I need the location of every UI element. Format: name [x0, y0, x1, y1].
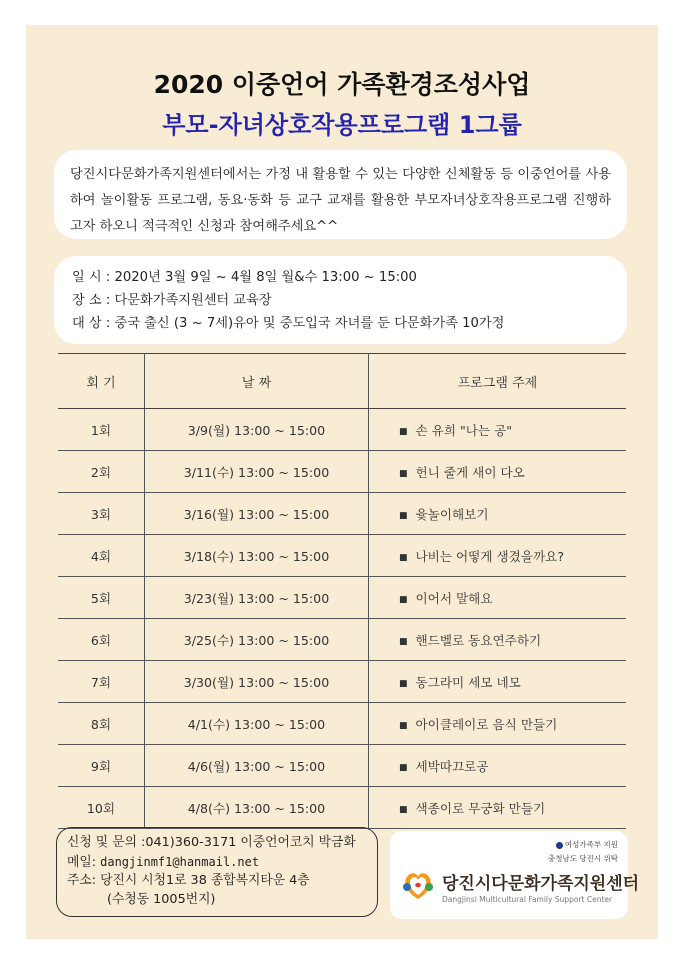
date-cell: 3/30(월) 13:00 ~ 15:00 [145, 661, 369, 703]
bullet-icon: ■ [399, 510, 408, 521]
poster [26, 25, 658, 939]
topic-text: 세박따끄로공 [415, 759, 489, 774]
session-cell: 6회 [58, 619, 145, 661]
session-cell: 2회 [58, 451, 145, 493]
session-cell: 7회 [58, 661, 145, 703]
support-ministry-text: 여성가족부 지원 [564, 840, 618, 849]
poster-subtitle: 부모-자녀상호작용프로그램 1그룹 [162, 111, 522, 139]
center-logo-icon [398, 865, 438, 905]
session-cell: 1회 [58, 409, 145, 451]
topic-cell [369, 745, 627, 787]
bullet-icon: ■ [399, 804, 408, 815]
date-cell: 3/16(월) 13:00 ~ 15:00 [145, 493, 369, 535]
session-cell: 3회 [58, 493, 145, 535]
topic-text: 윷놀이해보기 [415, 507, 489, 522]
topic-cell [369, 787, 627, 829]
contact-address: 주소: 당진시 시청1로 38 종합복지타운 4층 [67, 873, 310, 888]
support-ministry [556, 839, 618, 850]
info-target-value: 중국 출신 (3 ~ 7세)유아 및 중도입국 자녀를 둔 다문화가족 10가정 [114, 316, 505, 331]
date-cell: 4/6(월) 13:00 ~ 15:00 [145, 745, 369, 787]
info-box [54, 256, 627, 344]
topic-text: 핸드벨로 동요연주하기 [415, 633, 542, 648]
info-target [72, 312, 609, 335]
info-target-label: 대 상 : [72, 316, 111, 331]
table-row [58, 493, 626, 535]
bullet-icon: ■ [399, 468, 408, 479]
topic-cell [369, 703, 627, 745]
intro-text: 당진시다문화가족지원센터에서는 가정 내 활용할 수 있는 다양한 신체활동 등 이중언어를 사용하여 놀이활동 프로그램, 동요·동화 등 교구 교재를 활용한 부모자녀상호작용프로그램 진행하고자 하오니 적극적인 신청과 참여해주세요^^ [54, 150, 627, 239]
bullet-icon: ■ [399, 552, 408, 563]
info-schedule-value: 2020년 3월 9일 ~ 4월 8일 월&수 13:00 ~ 15:00 [114, 270, 417, 285]
date-cell: 4/1(수) 13:00 ~ 15:00 [145, 703, 369, 745]
support-city: 충청남도 당진시 위탁 [548, 854, 618, 863]
date-cell: 3/25(수) 13:00 ~ 15:00 [145, 619, 369, 661]
topic-cell [369, 535, 627, 577]
table-row [58, 703, 626, 745]
session-cell: 4회 [58, 535, 145, 577]
topic-text: 아이클레이로 음식 만들기 [415, 717, 558, 732]
header-topic: 프로그램 주제 [369, 354, 627, 409]
session-cell: 5회 [58, 577, 145, 619]
session-cell: 9회 [58, 745, 145, 787]
topic-cell [369, 409, 627, 451]
table-row [58, 577, 626, 619]
info-schedule [72, 266, 609, 289]
table-row [58, 619, 626, 661]
table-row [58, 451, 626, 493]
contact-box [56, 827, 378, 917]
poster-title: 2020 이중언어 가족환경조성사업 [153, 70, 531, 99]
topic-text: 헌니 줄게 새이 다오 [415, 465, 525, 480]
topic-text: 손 유희 "나는 공" [415, 423, 513, 438]
info-place [72, 289, 609, 312]
topic-text: 동그라미 세모 네모 [415, 675, 521, 690]
contact-email-label: 메일: [67, 854, 97, 870]
ministry-emblem-icon [556, 842, 563, 849]
topic-text: 이어서 말해요 [415, 591, 493, 606]
topic-text: 색종이로 무궁화 만들기 [415, 801, 546, 816]
topic-cell [369, 619, 627, 661]
header-session: 회 기 [58, 354, 145, 409]
bullet-icon: ■ [399, 762, 408, 773]
info-place-value: 다문화가족지원센터 교육장 [114, 293, 272, 308]
bullet-icon: ■ [399, 636, 408, 647]
topic-cell [369, 661, 627, 703]
header-date: 날 짜 [145, 354, 369, 409]
contact-inquiry: 신청 및 문의 :041)360-3171 이중언어코치 박금화 [67, 835, 356, 850]
contact-email[interactable]: dangjinmf1@hanmail.net [100, 854, 260, 869]
topic-text: 나비는 어떻게 생겼을까요? [415, 549, 565, 564]
info-place-label: 장 소 : [72, 293, 111, 308]
bullet-icon: ■ [399, 594, 408, 605]
contact-address-detail: (수청동 1005번지) [107, 891, 216, 907]
date-cell: 3/23(월) 13:00 ~ 15:00 [145, 577, 369, 619]
center-name: 당진시다문화가족지원센터 [442, 874, 640, 894]
date-cell: 4/8(수) 13:00 ~ 15:00 [145, 787, 369, 829]
center-english-name: Dangjinsi Multicultural Family Support Center [442, 895, 613, 904]
date-cell: 3/18(수) 13:00 ~ 15:00 [145, 535, 369, 577]
bullet-icon: ■ [399, 720, 408, 731]
table-header-row [58, 354, 626, 409]
info-schedule-label: 일 시 : [72, 270, 111, 285]
topic-cell [369, 577, 627, 619]
session-cell: 10회 [58, 787, 145, 829]
table-row [58, 745, 626, 787]
table-row [58, 787, 626, 829]
date-cell: 3/11(수) 13:00 ~ 15:00 [145, 451, 369, 493]
topic-cell [369, 451, 627, 493]
bullet-icon: ■ [399, 426, 408, 437]
date-cell: 3/9(월) 13:00 ~ 15:00 [145, 409, 369, 451]
topic-cell [369, 493, 627, 535]
contact-email-row [67, 853, 367, 873]
bullet-icon: ■ [399, 678, 408, 689]
table-row [58, 661, 626, 703]
session-cell: 8회 [58, 703, 145, 745]
table-row [58, 409, 626, 451]
table-row [58, 535, 626, 577]
center-logo-box [390, 831, 640, 919]
schedule-table [58, 353, 626, 829]
